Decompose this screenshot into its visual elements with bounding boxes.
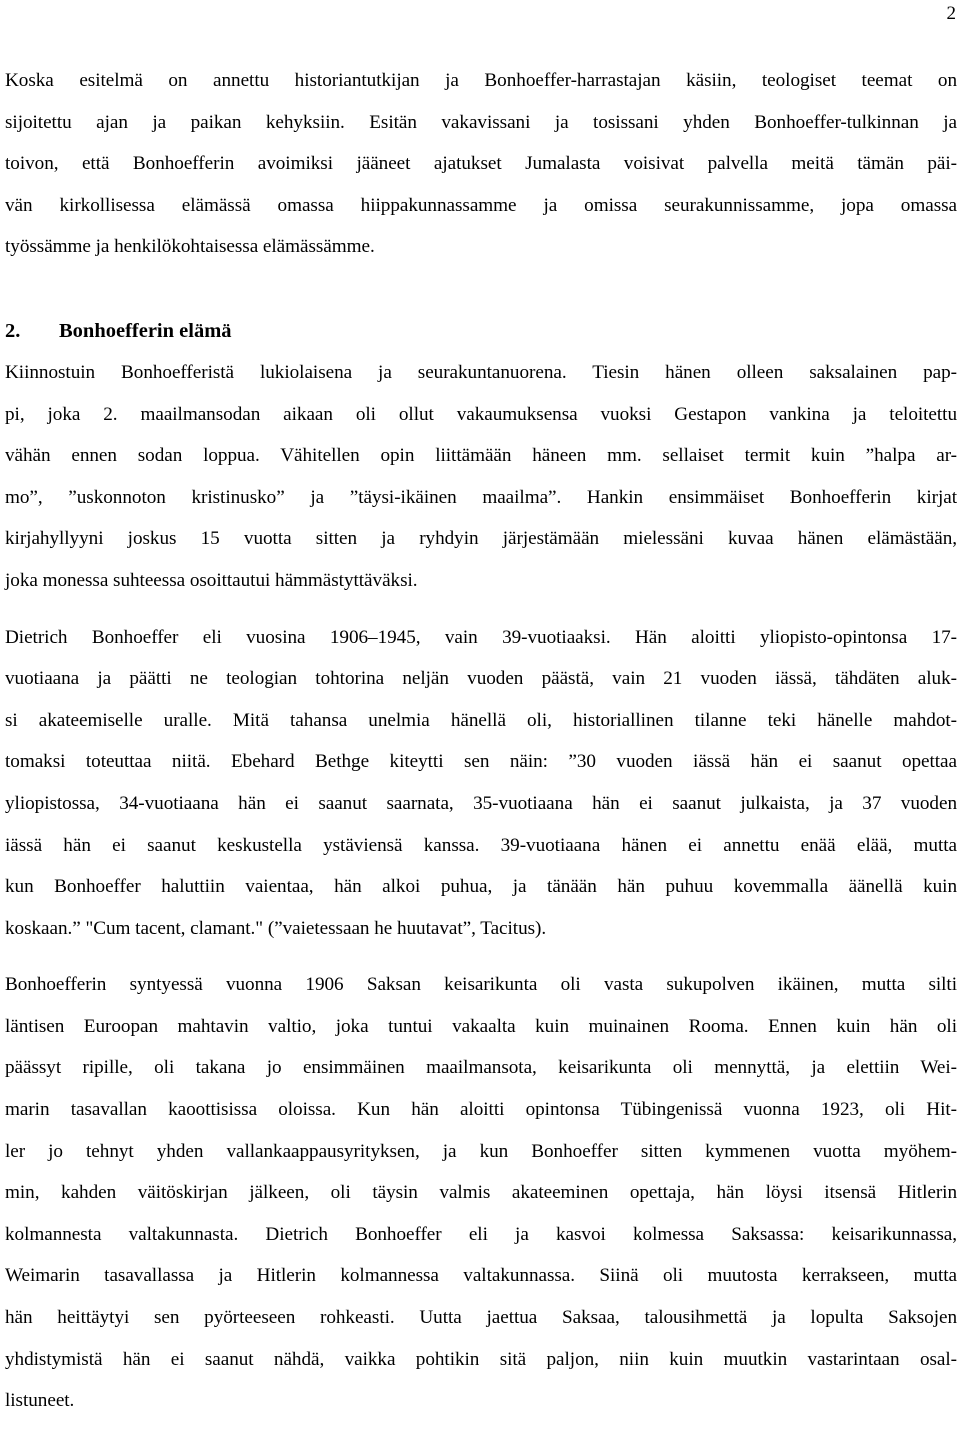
text-line: iässä hän ei saanut keskustella ystäviensä kanssa. 39-vuotiaana hänen ei annettu enää elää, mutta	[5, 834, 957, 856]
text-line: Weimarin tasavallassa ja Hitlerin kolmannessa valtakunnassa. Siinä oli muutosta kerrakseen, mutta	[5, 1265, 957, 1287]
paragraph	[5, 617, 957, 950]
text-line: yliopistossa, 34-vuotiaana hän ei saanut saarnata, 35-vuotiaana hän ei saanut julkaista, ja 37 vuoden	[5, 792, 957, 814]
text-line: kolmannesta valtakunnasta. Dietrich Bonhoeffer eli ja kasvoi kolmessa Saksassa: keisarikunnassa,	[5, 1223, 957, 1245]
text-line: si akateemiselle uralle. Mitä tahansa unelmia hänellä oli, historiallinen tilanne teki hänelle mahdot-	[5, 709, 957, 731]
paragraph	[5, 352, 957, 602]
text-line: Bonhoefferin syntyessä vuonna 1906 Saksan keisarikunta oli vasta sukupolven ikäinen, mutta silti	[5, 974, 957, 996]
text-line: vuotiaana ja päätti ne teologian tohtorina neljän vuoden päästä, vain 21 vuoden iässä, tähdäten aluk-	[5, 668, 957, 690]
section-number: 2.	[5, 319, 21, 342]
text-line: toivon, että Bonhoefferin avoimiksi jääneet ajatukset Jumalasta voisivat palvella meitä tämän päi-	[5, 153, 957, 175]
text-line: min, kahden väitöskirjan jälkeen, oli täysin valmis akateeminen opettaja, hän löysi itsensä Hitlerin	[5, 1182, 957, 1204]
text-line: kirjahyllyyni joskus 15 vuotta sitten ja ryhdyin järjestämään mielessäni kuvaa hänen elämästään,	[5, 528, 957, 550]
paragraph	[5, 964, 957, 1422]
section-heading	[5, 310, 957, 352]
text-line: kun Bonhoeffer haluttiin vaientaa, hän alkoi puhua, ja tänään hän puhuu kovemmalla äänellä kuin	[5, 876, 957, 898]
section-title: Bonhoefferin elämä	[59, 319, 232, 342]
document-body	[5, 60, 957, 1422]
text-line: Kiinnostuin Bonhoefferistä lukiolaisena ja seurakuntanuorena. Tiesin hänen olleen saksalainen pap-	[5, 361, 957, 383]
text-line: mo”, ”uskonnoton kristinusko” ja ”täysi-ikäinen maailma”. Hankin ensimmäiset Bonhoefferin kirjat	[5, 486, 957, 508]
text-line: yhdistymistä hän ei saanut nähdä, vaikka pohtikin sitä paljon, niin kuin muutkin vastarintaan osal-	[5, 1348, 957, 1370]
text-line: pi, joka 2. maailmansodan aikaan oli ollut vakaumuksensa vuoksi Gestapon vankina ja teloitettu	[5, 403, 957, 425]
text-line: joka monessa suhteessa osoittautui hämmästyttäväksi.	[5, 569, 418, 591]
intro-paragraph	[5, 60, 957, 268]
text-line: Dietrich Bonhoeffer eli vuosina 1906–1945, vain 39-vuotiaaksi. Hän aloitti yliopisto-opintonsa 17-	[5, 626, 957, 648]
text-line: listuneet.	[5, 1390, 75, 1412]
text-line: tomaksi toteuttaa niitä. Ebehard Bethge kiteytti sen näin: ”30 vuoden iässä hän ei saanut opettaa	[5, 751, 957, 773]
text-line: vän kirkollisessa elämässä omassa hiippakunnassamme ja omissa seurakunnissamme, jopa omassa	[5, 194, 957, 216]
text-line: sijoitettu ajan ja paikan kehyksiin. Esitän vakavissani ja tosissani yhden Bonhoeffer-tulkinnan ja	[5, 111, 957, 133]
text-line: läntisen Euroopan mahtavin valtio, joka tuntui vakaalta kuin muinainen Rooma. Ennen kuin hän oli	[5, 1015, 957, 1037]
text-line: koskaan.” "Cum tacent, clamant." (”vaietessaan he huutavat”, Tacitus).	[5, 917, 547, 939]
text-line: ler jo tehnyt yhden vallankaappausyrityksen, ja kun Bonhoeffer sitten kymmenen vuotta myöhem-	[5, 1140, 957, 1162]
text-line: Koska esitelmä on annettu historiantutkijan ja Bonhoeffer-harrastajan käsiin, teologiset teemat on	[5, 70, 957, 91]
page-number: 2	[946, 3, 956, 24]
text-line: päässyt ripille, oli takana jo ensimmäinen maailmansota, keisarikunta oli mennyttä, ja elettiin Wei-	[5, 1057, 957, 1079]
text-line: marin tasavallan kaoottisissa oloissa. Kun hän aloitti opintonsa Tübingenissä vuonna 1923, oli Hit-	[5, 1099, 957, 1121]
text-line: vähän ennen sodan loppua. Vähitellen opin liittämään häneen mm. sellaiset termit kuin ”halpa ar-	[5, 445, 957, 467]
text-line: hän heittäytyi sen pyörteeseen rohkeasti. Uutta jaettua Saksaa, talousihmettä ja lopulta Saksojen	[5, 1307, 957, 1329]
text-line: työssämme ja henkilökohtaisessa elämässämme.	[5, 236, 375, 258]
